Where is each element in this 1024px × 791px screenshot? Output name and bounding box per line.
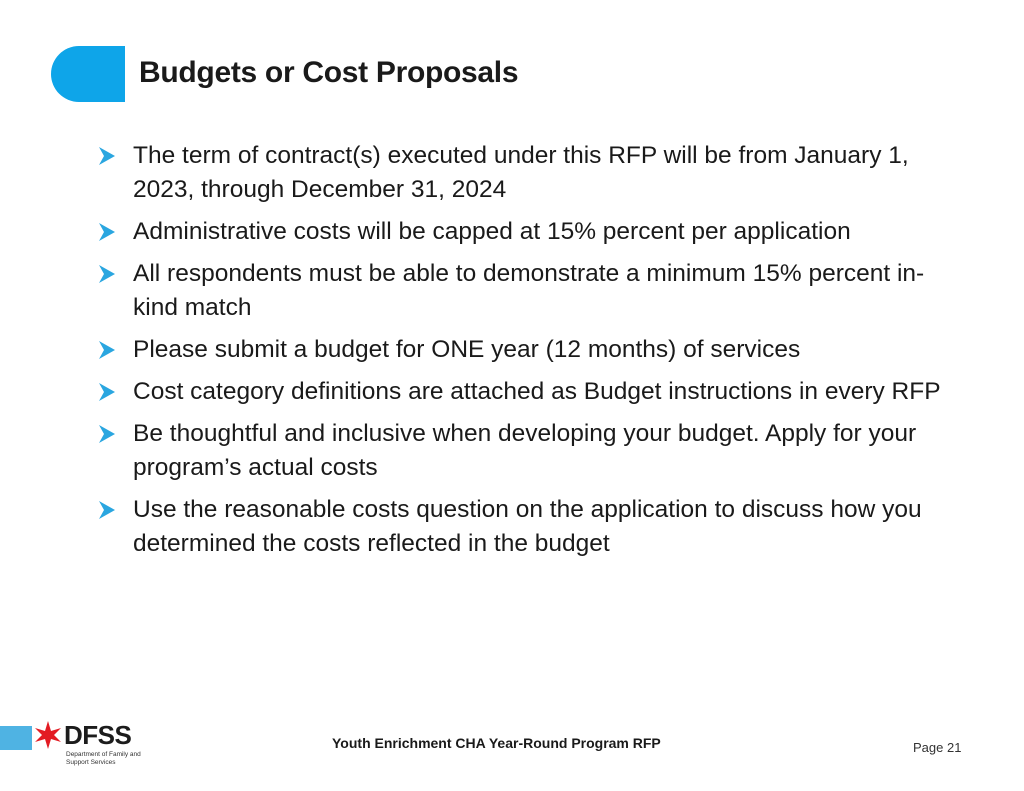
arrow-bullet-icon — [96, 263, 118, 285]
bullet-item — [96, 417, 966, 485]
bullet-item — [96, 215, 966, 249]
bullet-text: All respondents must be able to demonstrate a minimum 15% percent in-kind match — [133, 260, 925, 321]
arrow-bullet-icon — [96, 499, 118, 521]
page-number: Page 21 — [913, 740, 962, 755]
title-accent-shape — [51, 46, 125, 102]
dfss-logo — [33, 718, 141, 770]
bullet-item — [96, 257, 966, 325]
bullet-item — [96, 139, 966, 207]
arrow-bullet-icon — [96, 423, 118, 445]
bullet-item — [96, 375, 966, 409]
star-icon — [33, 720, 63, 750]
footer-accent-bar — [0, 726, 32, 750]
logo-subtitle: Department of Family and Support Services — [66, 751, 141, 766]
arrow-bullet-icon — [96, 145, 118, 167]
bullet-text: Use the reasonable costs question on the application to discuss how you determined the costs reflected in the budget — [133, 496, 922, 557]
bullet-text: Cost category definitions are attached as Budget instructions in every RFP — [133, 378, 941, 405]
arrow-bullet-icon — [96, 221, 118, 243]
bullet-text: Administrative costs will be capped at 15% percent per application — [133, 218, 851, 245]
bullet-text: Please submit a budget for ONE year (12 months) of services — [133, 336, 801, 363]
bullet-text: The term of contract(s) executed under this RFP will be from January 1, 2023, through December 31, 2024 — [133, 142, 909, 203]
bullet-text: Be thoughtful and inclusive when developing your budget. Apply for your program’s actual costs — [133, 420, 917, 481]
slide-title: Budgets or Cost Proposals — [139, 56, 519, 89]
arrow-bullet-icon — [96, 339, 118, 361]
bullet-item — [96, 333, 966, 367]
footer-title: Youth Enrichment CHA Year-Round Program RFP — [332, 735, 661, 751]
bullet-item — [96, 493, 966, 561]
logo-text: DFSS — [64, 720, 132, 750]
arrow-bullet-icon — [96, 381, 118, 403]
bullet-list — [96, 139, 966, 569]
